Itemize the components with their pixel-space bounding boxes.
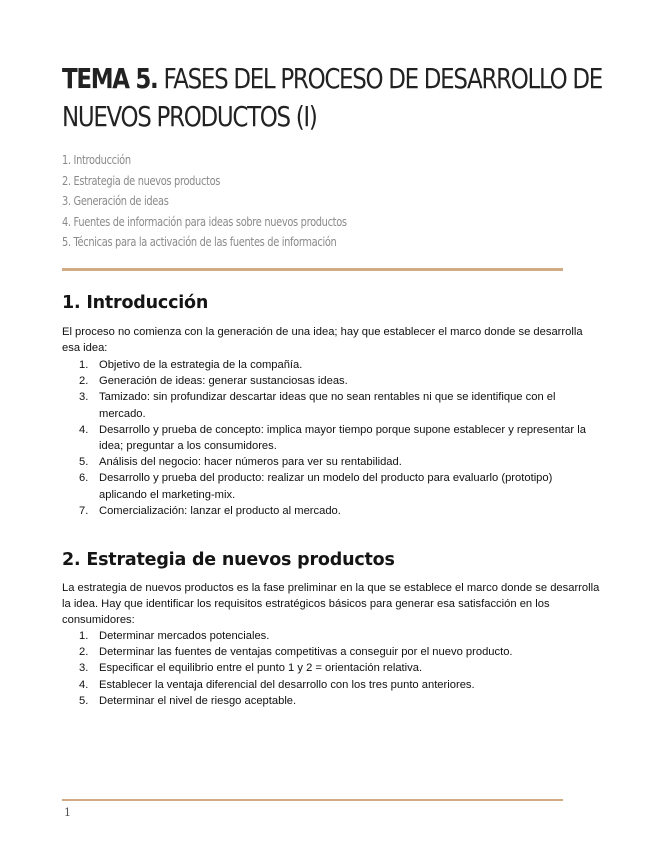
list-item — [62, 470, 592, 502]
list-number: 1. — [79, 630, 89, 642]
section-heading-introduccion: 1. Introducción — [62, 293, 209, 313]
list-text: Análisis del negocio: hacer números para ver su rentabilidad. — [99, 456, 402, 469]
list-number: 5. — [79, 694, 89, 707]
list-number: 2. — [79, 646, 89, 659]
list-number: 6. — [79, 472, 89, 485]
list-text: Desarrollo y prueba del producto: realizar un modelo del producto para evaluarlo (prototipo) aplicando el marketing-mix. — [99, 472, 553, 501]
document-title — [62, 60, 622, 136]
list-text: Desarrollo y prueba de concepto: implica mayor tiempo porque supone establecer y representar la idea; preguntar a los consumidores. — [99, 423, 586, 453]
list-number: 3. — [79, 391, 89, 404]
list-text: Determinar mercados potenciales. — [99, 630, 270, 642]
title-topic-label: TEMA 5. — [62, 62, 158, 95]
list-text: Determinar el nivel de riesgo aceptable. — [99, 694, 297, 707]
list-number: 4. — [79, 423, 89, 436]
title-line2: NUEVOS PRODUCTOS (I) — [62, 100, 317, 133]
section-intro-paragraph: El proceso no comienza con la generación de una idea; hay que establecer el marco donde se desarrolla esa idea: — [62, 326, 583, 355]
table-of-contents — [62, 150, 409, 253]
footer-divider — [62, 799, 563, 801]
list-number: 1. — [79, 359, 89, 371]
toc-item: 1. Introducción — [62, 153, 131, 167]
list-number: 7. — [79, 504, 89, 517]
list-number: 2. — [79, 375, 89, 388]
list-text: Establecer la ventaja diferencial del desarrollo con los tres punto anteriores. — [99, 678, 475, 691]
list-item — [62, 644, 592, 660]
section-heading-estrategia: 2. Estrategia de nuevos productos — [62, 550, 395, 570]
list-item — [62, 677, 592, 693]
list-text: Tamizado: sin profundizar descartar ideas que no sean rentables ni que se identifique con el mercado. — [99, 391, 556, 420]
toc-item: 2. Estrategia de nuevos productos — [62, 173, 221, 188]
toc-item: 5. Técnicas para la activación de las fuentes de información — [62, 235, 337, 249]
list-number: 3. — [79, 662, 89, 675]
list-item — [62, 357, 592, 373]
list-item — [62, 373, 592, 389]
section2-list — [62, 628, 592, 709]
list-text: Objetivo de la estrategia de la compañía. — [99, 359, 303, 371]
section1-list — [62, 357, 592, 519]
section-intro-paragraph: La estrategia de nuevos productos es la fase preliminar en la que se establece el marco donde se desarrolla la idea. Hay que identificar los requisitos estratégicos básicos para generar esa satisfacción en los consumidores: — [62, 582, 600, 627]
list-item — [62, 454, 592, 470]
list-item — [62, 660, 592, 676]
list-item — [62, 693, 592, 709]
list-text: Generación de ideas: generar sustanciosas ideas. — [99, 375, 348, 388]
list-item — [62, 389, 592, 421]
list-text: Especificar el equilibrio entre el punto 1 y 2 = orientación relativa. — [99, 662, 423, 675]
list-number: 4. — [79, 678, 89, 691]
title-line1: FASES DEL PROCESO DE DESARROLLO DE — [163, 62, 602, 95]
page-number: 1 — [64, 806, 71, 819]
toc-item: 4. Fuentes de información para ideas sobre nuevos productos — [62, 214, 347, 229]
list-item — [62, 422, 592, 454]
header-divider — [62, 268, 563, 271]
list-text: Comercialización: lanzar el producto al mercado. — [99, 504, 341, 517]
list-number: 5. — [79, 456, 89, 469]
toc-item: 3. Generación de ideas — [62, 194, 169, 208]
list-text: Determinar las fuentes de ventajas competitivas a conseguir por el nuevo producto. — [99, 646, 513, 659]
list-item — [62, 503, 592, 519]
list-item — [62, 628, 592, 644]
